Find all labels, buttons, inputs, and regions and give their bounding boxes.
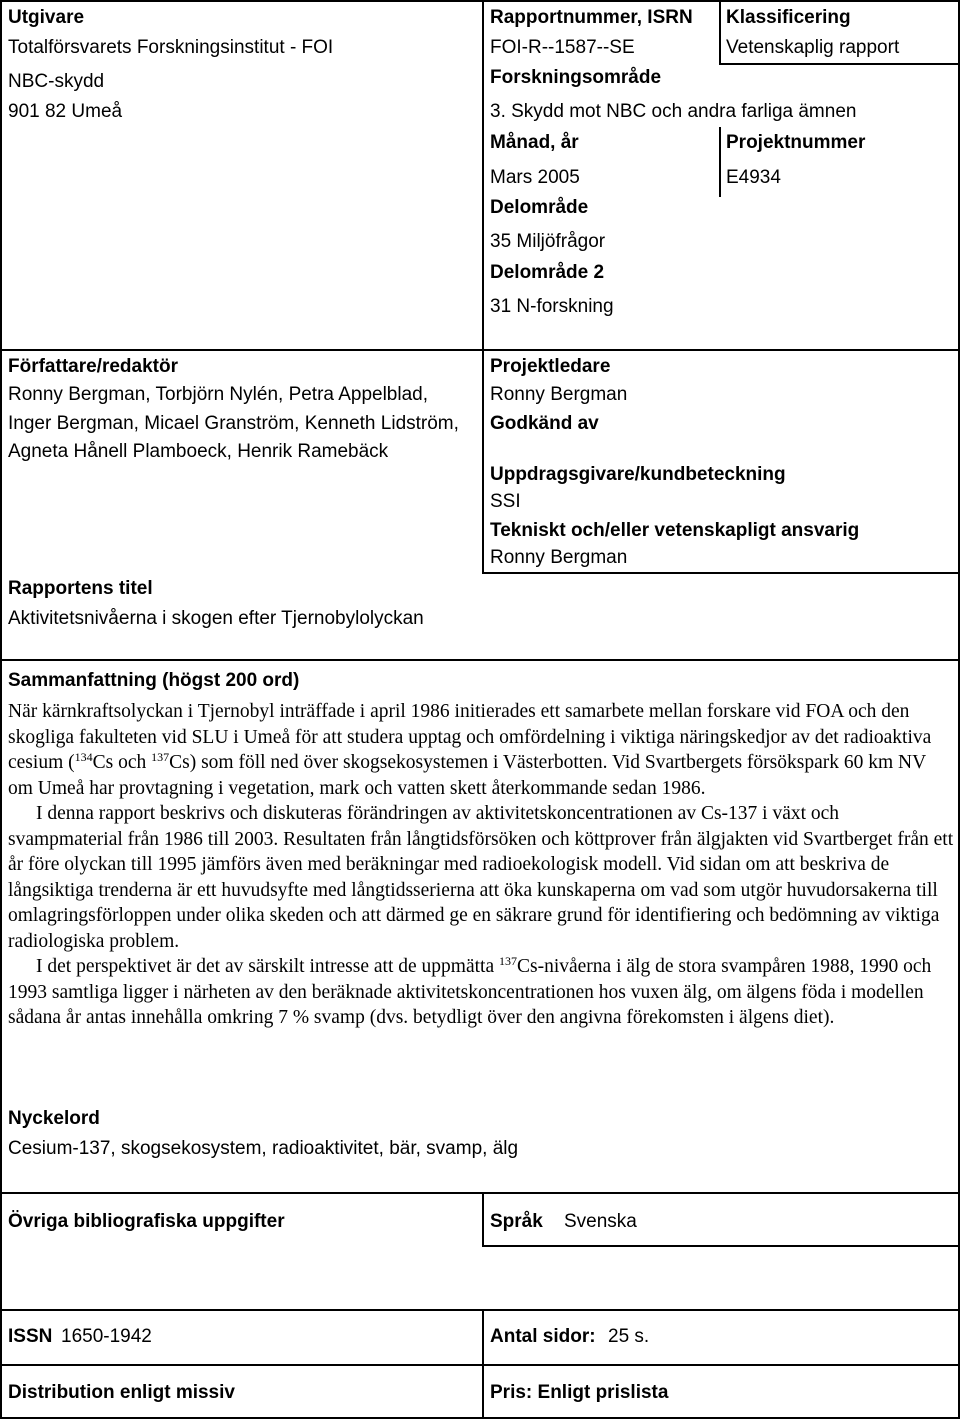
summary-label: Sammanfattning (högst 200 ord) bbox=[8, 670, 300, 691]
project-leader-label: Projektledare bbox=[490, 356, 611, 377]
divider-h-top bbox=[0, 349, 960, 351]
issn-value: 1650-1942 bbox=[61, 1326, 152, 1347]
language-value: Svenska bbox=[564, 1211, 637, 1232]
keywords-label: Nyckelord bbox=[8, 1108, 100, 1129]
language-label: Språk bbox=[490, 1211, 543, 1232]
report-number-label: Rapportnummer, ISRN bbox=[490, 7, 693, 28]
other-bib-label: Övriga bibliografiska uppgifter bbox=[8, 1211, 285, 1232]
divider-col2-mid bbox=[719, 127, 721, 197]
divider-h-classification bbox=[719, 63, 960, 65]
report-title-label: Rapportens titel bbox=[8, 578, 153, 599]
report-number-value: FOI-R--1587--SE bbox=[490, 37, 635, 58]
month-year-label: Månad, år bbox=[490, 132, 579, 153]
project-number-value: E4934 bbox=[726, 167, 781, 188]
divider-col1 bbox=[482, 0, 484, 350]
authors-line-3: Agneta Hånell Plamboeck, Henrik Ramebäck bbox=[8, 441, 389, 462]
authors-line-1: Ronny Bergman, Torbjörn Nylén, Petra Appelblad, bbox=[8, 384, 429, 405]
pages-label: Antal sidor: bbox=[490, 1326, 596, 1347]
publisher-line-2: NBC-skydd bbox=[8, 71, 105, 92]
divider-h-client bbox=[482, 572, 960, 574]
publisher-line-3: 901 82 Umeå bbox=[8, 101, 123, 122]
publisher-label: Utgivare bbox=[8, 7, 85, 28]
divider-h-issn bbox=[0, 1309, 960, 1311]
summary-paragraph-1: När kärnkraftsolyckan i Tjernobyl inträffade i april 1986 initierades ett samarbete mellan forskare vid FOA och den skogliga fakulteten vid SLU i Umeå för att studera upptag och omfördelning i viktiga näringskedjor av det radioaktiva cesium ($^{134}$Cs och $^{137}$Cs) som föll ned över skogsekosystemen i Västerbotten. Vid Svartbergets försökspark 60 km NV om Umeå har provtagning i vegetation, mark och vatten skett återkommande sedan 1986. bbox=[8, 701, 932, 799]
authors-label: Författare/redaktör bbox=[8, 356, 178, 377]
authors-line-2: Inger Bergman, Micael Granström, Kenneth Lidström, bbox=[8, 413, 459, 434]
classification-value: Vetenskaplig rapport bbox=[726, 37, 900, 58]
project-leader-value: Ronny Bergman bbox=[490, 384, 628, 405]
price-label: Pris: Enligt prislista bbox=[490, 1382, 669, 1403]
client-label: Uppdragsgivare/kundbeteckning bbox=[490, 464, 786, 485]
summary-paragraph-2: I denna rapport beskrivs och diskuteras förändringen av aktivitetskoncentrationen av Cs-137 i växt och svampmaterial från 1986 till 2003. Resultaten från långtidsförsöken och köttprover från älgjakten vid Svartberget från ett år före olyckan till 1995 jämförs även med beräkningar med radioekologisk modell. Vid sidan om att beskriva de långsiktiga trenderna är ett huvudsyfte med långtidsserierna att öka kunskaperna om vad som utgör huvudorsakerna till omlagringsförloppen under olika skeden och att därmed ge en säkrare grund för identifiering och bedömning av viktiga radiologiska problem. bbox=[8, 803, 954, 952]
divider-h-dist bbox=[0, 1364, 960, 1366]
subarea2-label: Delområde 2 bbox=[490, 262, 605, 283]
subarea2-value: 31 N-forskning bbox=[490, 296, 614, 317]
issn-label: ISSN bbox=[8, 1326, 53, 1347]
approved-by-label: Godkänd av bbox=[490, 413, 599, 434]
technical-responsible-label: Tekniskt och/eller vetenskapligt ansvarig bbox=[490, 520, 860, 541]
summary-paragraph-3: I det perspektivet är det av särskilt intresse att de uppmätta $^{137}$Cs-nivåerna i älg de stora svampåren 1988, 1990 och 1993 samtliga ligger i närheten av den beräknade aktivitetskoncentrationen hos vuxen älg, om älgens föda i modellen sådana år antas innehålla omkring 7 % svamp (dvs. betydligt över den angivna förekomsten i älgens diet). bbox=[8, 954, 932, 1028]
divider-col-lang bbox=[482, 1192, 484, 1246]
divider-col2-top bbox=[719, 0, 721, 64]
classification-label: Klassificering bbox=[726, 7, 851, 28]
divider-h-summary bbox=[0, 659, 960, 661]
research-area-value: 3. Skydd mot NBC och andra farliga ämnen bbox=[490, 101, 857, 122]
divider-col-bottom bbox=[482, 1309, 484, 1419]
report-title-value: Aktivitetsnivåerna i skogen efter Tjernobylolyckan bbox=[8, 608, 424, 629]
distribution-label: Distribution enligt missiv bbox=[8, 1382, 235, 1403]
month-year-value: Mars 2005 bbox=[490, 167, 580, 188]
summary-body bbox=[8, 699, 954, 1031]
project-number-label: Projektnummer bbox=[726, 132, 866, 153]
frame-left bbox=[0, 0, 2, 1419]
research-area-label: Forskningsområde bbox=[490, 67, 662, 88]
frame-top bbox=[0, 0, 960, 2]
keywords-value: Cesium-137, skogsekosystem, radioaktivitet, bär, svamp, älg bbox=[8, 1138, 519, 1159]
subarea-value: 35 Miljöfrågor bbox=[490, 231, 606, 252]
pages-value: 25 s. bbox=[608, 1326, 650, 1347]
divider-h-lang bbox=[482, 1245, 960, 1247]
technical-responsible-value: Ronny Bergman bbox=[490, 547, 628, 568]
subarea-label: Delområde bbox=[490, 197, 589, 218]
client-value: SSI bbox=[490, 491, 521, 512]
divider-col-authors bbox=[482, 349, 484, 573]
publisher-line-1: Totalförsvarets Forskningsinstitut - FOI bbox=[8, 37, 334, 58]
divider-h-other bbox=[0, 1192, 960, 1194]
